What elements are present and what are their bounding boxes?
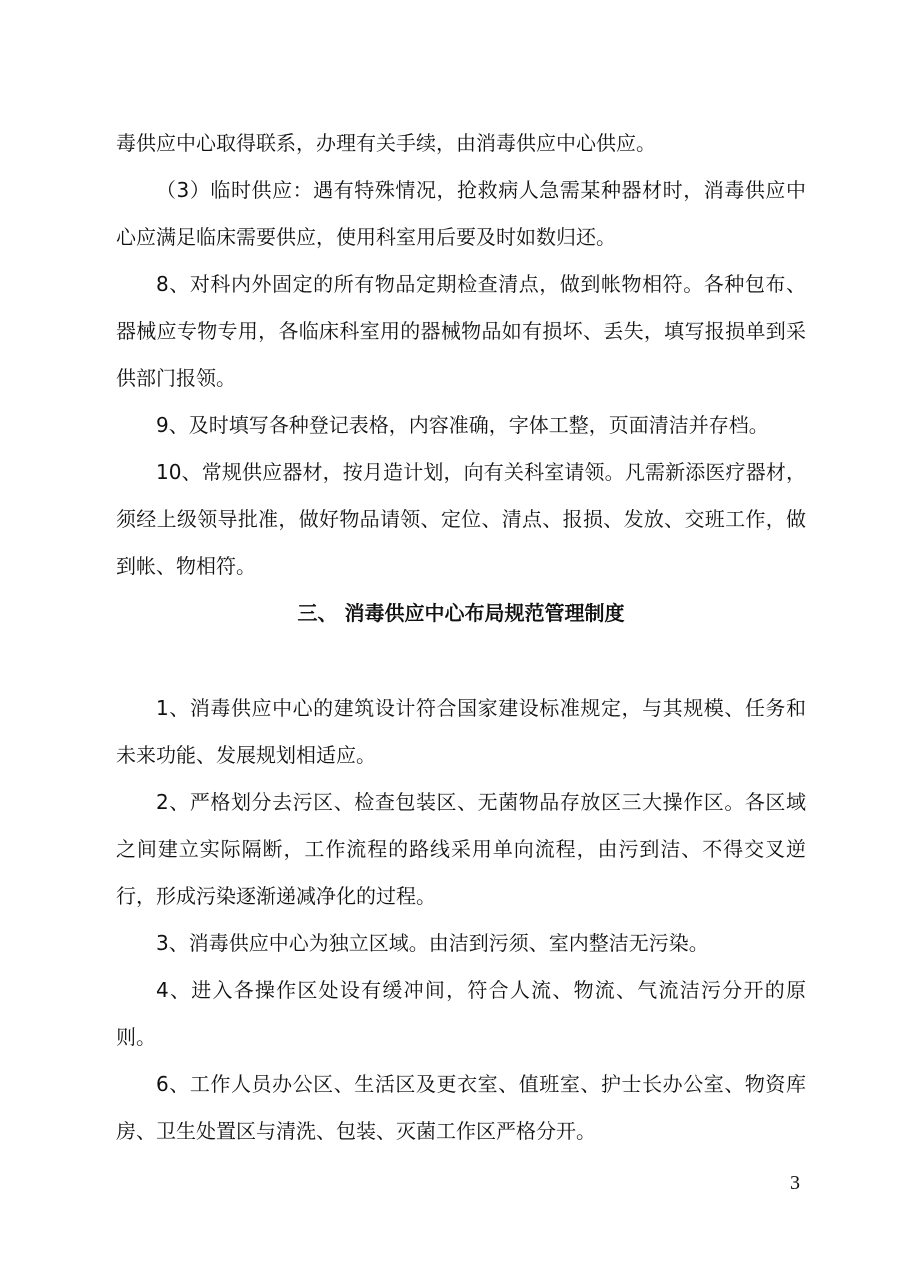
- paragraph-item-8: 8、对科内外固定的所有物品定期检查清点，做到帐物相符。各种包布、器械应专物专用，各临床科室用的器械物品如有损坏、丢失，填写报损单到采供部门报领。: [116, 272, 806, 390]
- section-heading: 三、 消毒供应中心布局规范管理制度: [297, 601, 625, 625]
- paragraph-layout-6: 6、工作人员办公区、生活区及更衣室、值班室、护士长办公室、物资库房、卫生处置区与清洗、包装、灭菌工作区严格分开。: [116, 1072, 806, 1143]
- paragraph-layout-4: 4、进入各操作区处设有缓冲间，符合人流、物流、气流洁污分开的原则。: [116, 978, 806, 1049]
- paragraph-layout-1: 1、消毒供应中心的建筑设计符合国家建设标准规定，与其规模、任务和未来功能、发展规划相适应。: [116, 696, 806, 767]
- paragraph-item-10: 10、常规供应器材，按月造计划，向有关科室请领。凡需新添医疗器材，须经上级领导批准，做好物品请领、定位、清点、报损、发放、交班工作，做到帐、物相符。: [116, 460, 806, 578]
- page-number: 3: [790, 1172, 800, 1194]
- paragraph-temporary-supply: （3）临时供应：遇有特殊情况，抢救病人急需某种器材时，消毒供应中心应满足临床需要供应，使用科室用后要及时如数归还。: [116, 178, 806, 249]
- page-content: [116, 120, 806, 1155]
- paragraph-continuation: 毒供应中心取得联系，办理有关手续，由消毒供应中心供应。: [116, 131, 656, 155]
- paragraph-layout-2: 2、严格划分去污区、检查包装区、无菌物品存放区三大操作区。各区域之间建立实际隔断，工作流程的路线采用单向流程，由污到洁、不得交叉逆行，形成污染逐渐递减净化的过程。: [116, 790, 806, 908]
- paragraph-item-9: 9、及时填写各种登记表格，内容准确，字体工整，页面清洁并存档。: [156, 413, 769, 437]
- paragraph-layout-3: 3、消毒供应中心为独立区域。由洁到污须、室内整洁无污染。: [156, 931, 709, 955]
